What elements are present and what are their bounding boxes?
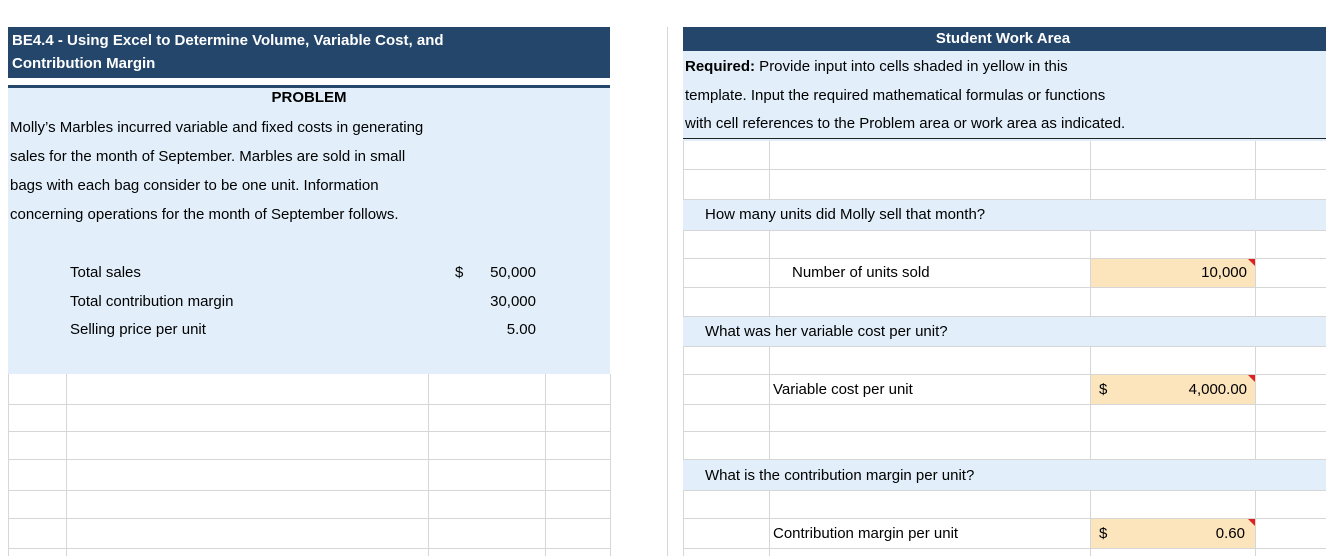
comment-indicator-icon: [1248, 259, 1255, 266]
question-cell[interactable]: [683, 200, 1326, 230]
grid-line: [683, 169, 1326, 170]
required-line: [685, 55, 1068, 79]
grid-line: [8, 404, 610, 405]
work-area-header-cell[interactable]: [683, 27, 1326, 51]
grid-line: [66, 374, 67, 556]
problem-item-currency: $: [455, 264, 464, 281]
grid-line: [610, 374, 611, 556]
grid-line: [8, 431, 610, 432]
required-label: Required:: [685, 58, 756, 75]
required-line: template. Input the required mathematical formulas or functions: [685, 87, 1106, 104]
input-value: 10,000: [1201, 264, 1247, 281]
problem-description-line: Molly’s Marbles incurred variable and fixed costs in generating: [10, 119, 424, 136]
required-cell[interactable]: [683, 51, 1326, 141]
grid-line: [8, 548, 610, 549]
required-text: Provide input into cells shaded in yellow in this: [755, 58, 1068, 75]
problem-title-line1: BE4.4 - Using Excel to Determine Volume, Variable Cost, and: [12, 32, 444, 49]
grid-line: [8, 490, 610, 491]
grid-line: [683, 548, 1326, 549]
problem-item-label: Total contribution margin: [70, 293, 234, 310]
problem-section-header: PROBLEM: [271, 89, 347, 106]
question-cell[interactable]: [683, 317, 1326, 346]
problem-item-label: Total sales: [70, 264, 141, 281]
problem-description-line: concerning operations for the month of September follows.: [10, 206, 399, 223]
input-cell-contribution-margin[interactable]: [1091, 519, 1255, 548]
required-line: with cell references to the Problem area or work area as indicated.: [685, 115, 1126, 132]
comment-indicator-icon: [1248, 375, 1255, 382]
grid-line: [8, 518, 610, 519]
input-currency: $: [1099, 381, 1108, 398]
question-text: What is the contribution margin per unit?: [705, 467, 975, 484]
grid-line: [8, 374, 9, 556]
question-text: What was her variable cost per unit?: [705, 323, 948, 340]
answer-label: Contribution margin per unit: [773, 525, 959, 542]
grid-line: [667, 27, 668, 556]
problem-description-line: sales for the month of September. Marbles are sold in small: [10, 148, 406, 165]
required-underline: [683, 138, 1326, 139]
problem-description-line: bags with each bag consider to be one unit. Information: [10, 177, 379, 194]
question-cell[interactable]: [683, 460, 1326, 490]
answer-label: Variable cost per unit: [773, 381, 913, 398]
grid-line: [683, 404, 1326, 405]
problem-item-label: Selling price per unit: [70, 321, 206, 338]
problem-item-value: 5.00: [506, 321, 536, 338]
input-cell-variable-cost[interactable]: [1091, 375, 1255, 404]
answer-label: Number of units sold: [792, 264, 930, 281]
input-cell-units-sold[interactable]: [1091, 259, 1255, 287]
problem-body-cell[interactable]: [8, 111, 610, 374]
comment-indicator-icon: [1248, 519, 1255, 526]
grid-line: [683, 287, 1326, 288]
work-area-header: Student Work Area: [935, 30, 1071, 47]
grid-line: [683, 431, 1326, 432]
question-text: How many units did Molly sell that month?: [705, 206, 986, 223]
problem-title-cell[interactable]: [8, 27, 610, 78]
grid-line: [428, 374, 429, 556]
problem-header-cell[interactable]: [8, 85, 610, 111]
input-value: 4,000.00: [1188, 381, 1247, 398]
problem-title-line2: Contribution Margin: [12, 55, 156, 72]
grid-line: [683, 230, 1326, 231]
grid-line: [683, 346, 1326, 347]
grid-line: [545, 374, 546, 556]
problem-item-value: 30,000: [490, 293, 536, 310]
grid-line: [683, 490, 1326, 491]
input-value: 0.60: [1215, 525, 1245, 542]
input-currency: $: [1099, 525, 1108, 542]
grid-line: [8, 459, 610, 460]
problem-item-value: 50,000: [490, 264, 536, 281]
